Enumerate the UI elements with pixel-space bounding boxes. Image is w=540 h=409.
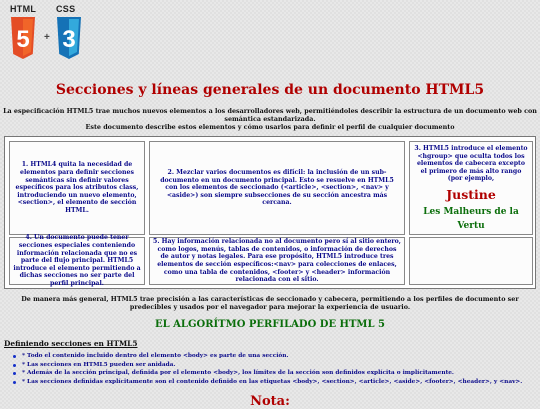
grid-cell-1: [9, 141, 145, 235]
list-item: * Todo el contenido incluido dentro del elemento <body> es parte de una sección.: [12, 352, 522, 361]
summary-paragraph: De manera más general, HTML5 trae precisión a las características de seccionado y cabecera, permitiendo a los perfiles de documento ser predecibles y usados por el navegador para mejorar la experiencia de usuario.: [21, 295, 519, 311]
intro-paragraph-1: La especificación HTML5 trae muchos nuevos elementos a los desarrolladores web, permitiéndoles describir la estructura de un documento web con semántica estandarizada.: [3, 107, 537, 123]
grid-cell-6-empty: [409, 237, 533, 285]
list-item: * Las secciones en HTML5 pueden ser anidada.: [12, 361, 522, 370]
html5-shield-icon: [10, 16, 36, 60]
grid-cell-2: [149, 141, 405, 235]
note-heading: Nota:: [250, 394, 290, 409]
html-logo-label: HTML: [10, 4, 37, 14]
html-logo-number: 5: [16, 26, 30, 53]
grid-cell-4-text: 4. Un documento puede tener secciones especiales conteniendo información relacionada que no es parte del flujo principal. HTML5 introduce el elemento permitiendo a dichas secciones no ser parte del perfil principal.: [13, 234, 141, 287]
list-item: * Además de la sección principal, definida por el elemento <body>, los límites de la sección son definidos explícita o implícitamente.: [12, 369, 522, 378]
justine-heading: Justine: [446, 186, 496, 202]
list-item: * Las secciones definidas explícitamente son el contenido definido en las etiquetas <body>, <section>, <article>, <aside>, <footer>, <header>, y <nav>.: [12, 378, 522, 387]
css-logo-label: CSS: [56, 4, 76, 14]
defining-sections-heading: Definiendo secciones en HTML5: [4, 339, 138, 348]
malheurs-subheading: Les Malheurs de la Vertu: [423, 206, 519, 231]
grid-cell-3: [409, 141, 533, 235]
grid-cell-1-text: 1. HTML4 quita la necesidad de elementos para definir secciones semánticas sin definir valores específicos para los atributos class, introduciendo un nuevo elemento, <section>, el elemento de sección HTML.: [15, 161, 139, 214]
grid-cell-5: [149, 237, 405, 285]
outline-grid: [4, 136, 536, 289]
algorithm-heading: EL ALGORÍTMO PERFILADO DE HTML 5: [155, 319, 385, 330]
grid-cell-5-text: 5. Hay información relacionada no al documento pero sí al sitio entero, como logos, menús, tablas de contenidos, o información de derechos de autor y notas legales. Para ese propósito, HTML5 introduce tres elementos de sección específicos:<nav> para colecciones de enlaces, como una tabla de contenidos, <footer> y <header> información relacionada con el sitio.: [153, 238, 401, 284]
logos: [8, 4, 88, 68]
grid-cell-2-text: 2. Mezclar varios documentos es difícil: la inclusión de un sub-documento en un documento principal. Esto se resuelve en HTML5 con los elementos de seccionado (<article>, <section>, <nav> y <aside>) son siempre subsecciones de su sección ancestra más cercana.: [160, 169, 394, 207]
grid-cell-3-text: 3. HTML5 introduce el elemento <hgroup> que oculta todos los elementos de cabecera excepto el primero de más alto rango (por ejemplo,: [414, 145, 528, 183]
plus-sign: +: [44, 32, 50, 43]
css3-shield-icon: [56, 16, 82, 60]
sections-bullet-list: [12, 352, 522, 386]
css-logo-number: 3: [62, 26, 76, 53]
grid-cell-4: [9, 234, 145, 287]
intro-paragraph-2: Este documento describe estos elementos y cómo usarlos para definir el perfil de cualquier documento: [85, 123, 455, 131]
page-title: Secciones y líneas generales de un documento HTML5: [55, 82, 485, 98]
